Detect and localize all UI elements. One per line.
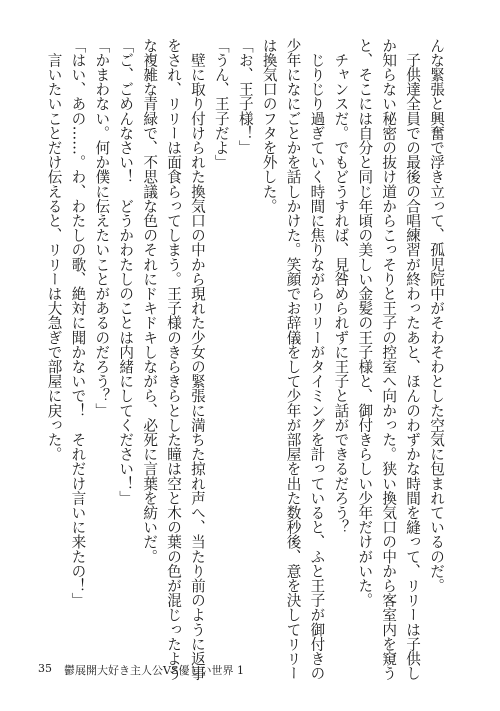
text-line: か知らない秘密の抜け道からこっそりと王子の控室へ向かった。狭い換気口の中から客室内を窺う — [380, 38, 398, 681]
text-line: 子供達全員での最後の合唱練習が終わったあと、ほんのわずかな時間を縫って、リリーは子供し — [404, 38, 422, 681]
page-footer — [38, 662, 244, 678]
text-line: 言いたいことだけ伝えると、リリーは大急ぎで部屋に戻った。 — [45, 38, 63, 462]
text-line: 少年になにごとかを話しかけた。笑顔でお辞儀をして少年が部屋を出た数秒後、意を決してリリー — [284, 38, 302, 681]
text-line: は換気口のフタを外した。 — [260, 38, 278, 214]
text-line: じりじり過ぎていく時間に焦りながらリリーがタイミングを計っていると、ふと王子が御付きの — [308, 38, 326, 681]
text-line: 「はい、あの……。わ、わたしの歌、絶対に聞かないで！ それだけ言いに来たの！」 — [69, 38, 87, 608]
text-line: 「うん、王子だよ」 — [212, 38, 230, 170]
running-title: 鬱展開大好き主人公VS優しい世界 1 — [64, 664, 244, 677]
text-line: な複雑な青緑で、不思議な色のそれにドキドキしながら、必死に言葉を紡いだ。 — [141, 38, 159, 564]
page-number: 35 — [38, 662, 52, 675]
text-line: 「お、王子様！」 — [236, 38, 254, 155]
text-line: チャンスだ。でもどうすれば、見咎められずに王子と話ができるだろう？ — [332, 38, 350, 535]
text-line: んな緊張と興奮で浮き立って、孤児院中がそわそわとした空気に包まれているのだ。 — [428, 38, 445, 593]
text-line: 壁に取り付けられた換気口の中から現れた少女の緊張に満ちた掠れ声へ、当たり前のように返事 — [188, 38, 206, 681]
text-line: と、そこには自分と同じ年頃の美しい金髪の王子様と、御付きらしい少年だけがいた。 — [356, 38, 374, 608]
text-line: をされ、リリーは面食らってしまう。王子様のきらきらとした瞳は空と木の葉の色が混じったよう — [165, 38, 183, 681]
text-line: 「かまわない。何か僕に伝えたいことがあるのだろう？」 — [93, 38, 111, 418]
text-line: 「ご、ごめんなさい！ どうかわたしのことは内緒にしてください！」 — [117, 38, 135, 506]
